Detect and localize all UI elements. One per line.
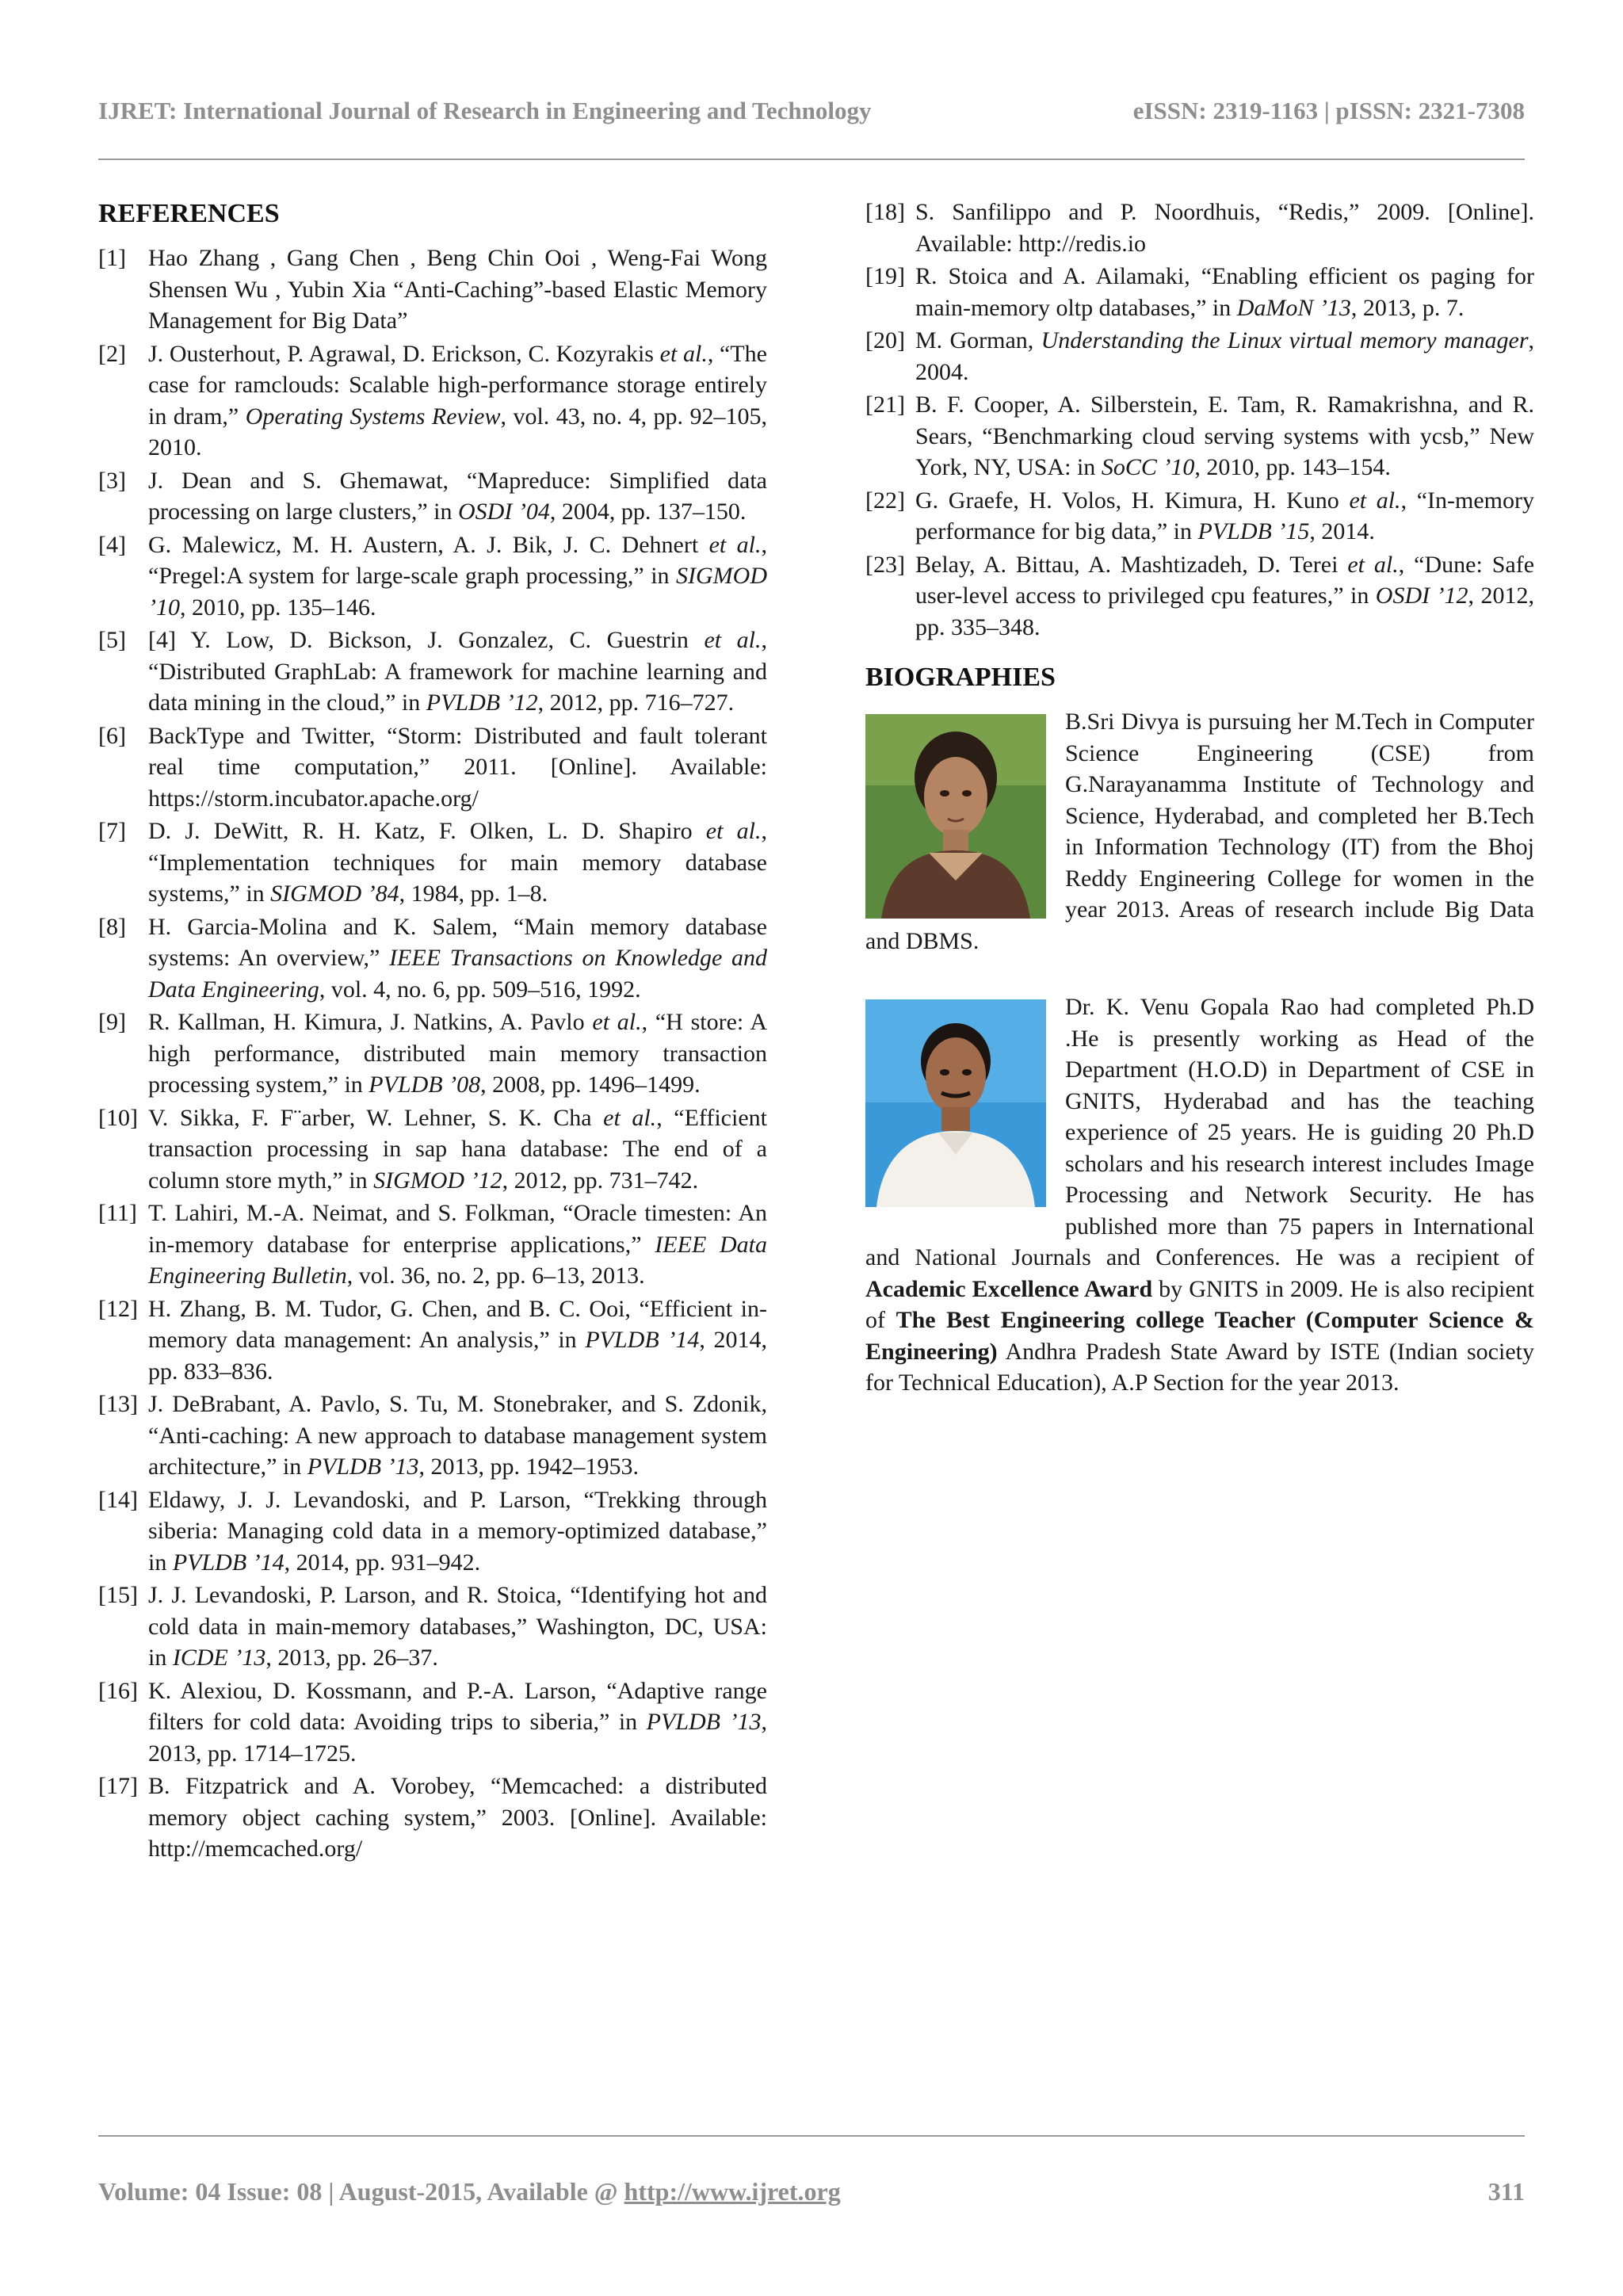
reference-text: T. Lahiri, M.-A. Neimat, and S. Folkman, “Oracle timesten: An in-memory database for enterprise applications,” IEEE Data Engineering Bulletin, vol. 36, no. 2, pp. 6–13, 2013.	[148, 1200, 767, 1289]
page-number: 311	[1487, 2177, 1525, 2206]
reference-number: [22]	[865, 487, 905, 514]
biography-entry	[865, 706, 1534, 957]
author-photo	[865, 999, 1046, 1207]
reference-text: G. Graefe, H. Volos, H. Kimura, H. Kuno et al., “In-memory performance for big data,” in PVLDB ’15, 2014.	[915, 487, 1534, 544]
reference-item	[865, 389, 1534, 483]
left-column	[98, 197, 767, 1866]
reference-item	[98, 1389, 767, 1483]
reference-text: [4] Y. Low, D. Bickson, J. Gonzalez, C. Guestrin et al., “Distributed GraphLab: A framework for machine learning and data mining in the cloud,” in PVLDB ’12, 2012, pp. 716–727.	[148, 627, 767, 716]
reference-text: H. Garcia-Molina and K. Salem, “Main memory database systems: An overview,” IEEE Transactions on Knowledge and Data Engineering, vol. 4, no. 6, pp. 509–516, 1992.	[148, 913, 767, 1003]
reference-number: [23]	[865, 551, 905, 578]
reference-item	[98, 1198, 767, 1292]
reference-item	[865, 325, 1534, 388]
reference-text: M. Gorman, Understanding the Linux virtual memory manager, 2004.	[915, 327, 1534, 385]
reference-text: G. Malewicz, M. H. Austern, A. J. Bik, J. C. Dehnert et al., “Pregel:A system for large-scale graph processing,” in SIGMOD ’10, 2010, pp. 135–146.	[148, 531, 767, 621]
reference-item	[98, 338, 767, 464]
journal-title: IJRET: International Journal of Research in Engineering and Technology	[98, 97, 872, 124]
reference-text: R. Kallman, H. Kimura, J. Natkins, A. Pavlo et al., “H store: A high performance, distributed main memory transaction processing system,” in PVLDB ’08, 2008, pp. 1496–1499.	[148, 1009, 767, 1098]
reference-item	[865, 261, 1534, 323]
reference-text: Belay, A. Bittau, A. Mashtizadeh, D. Terei et al., “Dune: Safe user-level access to privileged cpu features,” in OSDI ’12, 2012, pp. 335–348.	[915, 551, 1535, 640]
reference-item	[98, 243, 767, 337]
reference-number: [17]	[98, 1773, 138, 1799]
author-photo	[865, 714, 1046, 919]
reference-item	[98, 1771, 767, 1865]
reference-number: [14]	[98, 1486, 138, 1513]
reference-number: [18]	[865, 199, 905, 225]
biography-spacer	[865, 957, 1534, 991]
biographies-heading: BIOGRAPHIES	[865, 663, 1056, 692]
author-photo-woman	[865, 714, 1046, 919]
footer-divider	[98, 2135, 1525, 2137]
reference-item	[98, 1484, 767, 1579]
biography-text: Dr. K. Venu Gopala Rao had completed Ph.D .He is presently working as Head of the Department (H.O.D) in Department of CSE in GNITS, Hyderabad and has the teaching experience of 25 years. He is guiding 20 Ph.D scholars and his research interest includes Image Processing and Network Security. He has published more than 75 papers in International and National Journals and Conferences. He was a recipient of Academic Excellence Award by GNITS in 2009. He is also recipient of The Best Engineering college Teacher (Computer Science & Engineering) Andhra Pradesh State Award by ISTE (Indian society for Technical Education), A.P Section for the year 2013.	[865, 994, 1534, 1396]
reference-text: K. Alexiou, D. Kossmann, and P.-A. Larson, “Adaptive range filters for cold data: Avoiding trips to siberia,” in PVLDB ’13, 2013, pp. 1714–1725.	[148, 1677, 767, 1767]
reference-item	[98, 465, 767, 528]
running-footer	[98, 2177, 1525, 2206]
reference-number: [6]	[98, 722, 126, 749]
reference-number: [13]	[98, 1391, 138, 1417]
reference-text: B. Fitzpatrick and A. Vorobey, “Memcached: a distributed memory object caching system,” 2003. [Online]. Available: http://memcached.org/	[148, 1773, 767, 1862]
reference-text: Eldawy, J. J. Levandoski, and P. Larson, “Trekking through siberia: Managing cold data in a memory-optimized database,” in PVLDB ’14, 2014, pp. 931–942.	[148, 1486, 767, 1576]
reference-list-continued	[865, 197, 1534, 643]
reference-number: [3]	[98, 467, 126, 494]
reference-item	[98, 625, 767, 719]
biography-list	[865, 706, 1534, 1434]
reference-item	[98, 1580, 767, 1674]
references-heading: REFERENCES	[98, 199, 280, 228]
running-header	[98, 97, 1525, 125]
reference-text: J. Dean and S. Ghemawat, “Mapreduce: Simplified data processing on large clusters,” in OSDI ’04, 2004, pp. 137–150.	[148, 467, 767, 525]
reference-item	[98, 1007, 767, 1101]
volume-info	[98, 2177, 841, 2206]
reference-number: [21]	[865, 392, 905, 418]
reference-number: [20]	[865, 327, 905, 353]
header-divider	[98, 159, 1525, 160]
reference-text: Hao Zhang , Gang Chen , Beng Chin Ooi , Weng-Fai Wong Shensen Wu , Yubin Xia “Anti-Caching”-based Elastic Memory Management for Big Data”	[148, 245, 767, 334]
reference-text: B. F. Cooper, A. Silberstein, E. Tam, R. Ramakrishna, and R. Sears, “Benchmarking cloud serving systems with ycsb,” New York, NY, USA: in SoCC ’10, 2010, pp. 143–154.	[915, 392, 1534, 480]
volume-text: Volume: 04 Issue: 08 | August-2015, Available @	[98, 2177, 624, 2206]
reference-number: [10]	[98, 1104, 138, 1131]
reference-number: [2]	[98, 340, 126, 367]
reference-item	[98, 816, 767, 910]
reference-text: J. Ousterhout, P. Agrawal, D. Erickson, C. Kozyrakis et al., “The case for ramclouds: Scalable high-performance storage entirely in dram,” Operating Systems Review, vol. 43, no. 4, pp. 92–105, 2010.	[148, 340, 767, 460]
reference-number: [16]	[98, 1677, 138, 1704]
reference-number: [4]	[98, 531, 126, 558]
reference-item	[865, 197, 1534, 259]
reference-item	[98, 720, 767, 815]
reference-item	[98, 1293, 767, 1388]
reference-text: D. J. DeWitt, R. H. Katz, F. Olken, L. D. Shapiro et al., “Implementation techniques for main memory database systems,” in SIGMOD ’84, 1984, pp. 1–8.	[148, 818, 767, 907]
reference-item	[865, 485, 1534, 548]
reference-text: J. DeBrabant, A. Pavlo, S. Tu, M. Stonebraker, and S. Zdonik, “Anti-caching: A new approach to database management system architecture,” in PVLDB ’13, 2013, pp. 1942–1953.	[148, 1391, 767, 1480]
biography-text: B.Sri Divya is pursuing her M.Tech in Computer Science Engineering (CSE) from G.Narayanamma Institute of Technology and Science, Hyderabad, and completed her B.Tech in Information Technology (IT) from the Bhoj Reddy Engineering College for women in the year 2013. Areas of research include Big Data and DBMS.	[865, 709, 1534, 954]
reference-number: [11]	[98, 1200, 137, 1226]
reference-number: [15]	[98, 1582, 138, 1608]
reference-number: [19]	[865, 263, 905, 289]
reference-number: [1]	[98, 245, 126, 271]
biography-entry	[865, 991, 1534, 1399]
reference-text: S. Sanfilippo and P. Noordhuis, “Redis,” 2009. [Online]. Available: http://redis.io	[915, 199, 1534, 257]
reference-text: H. Zhang, B. M. Tudor, G. Chen, and B. C. Ooi, “Efficient in-memory data management: An analysis,” in PVLDB ’14, 2014, pp. 833–836.	[148, 1295, 767, 1385]
reference-number: [9]	[98, 1009, 126, 1035]
reference-item	[98, 911, 767, 1006]
journal-link[interactable]: http://www.ijret.org	[624, 2177, 841, 2206]
reference-text: BackType and Twitter, “Storm: Distributed and fault tolerant real time computation,” 2011. [Online]. Available: https://storm.incubator.apache.org/	[148, 722, 767, 812]
reference-number: [12]	[98, 1295, 138, 1322]
reference-item	[98, 1675, 767, 1770]
right-column	[865, 197, 1534, 1434]
author-photo-man	[865, 999, 1046, 1207]
reference-text: R. Stoica and A. Ailamaki, “Enabling efficient os paging for main-memory oltp databases,” in DaMoN ’13, 2013, p. 7.	[915, 263, 1534, 321]
reference-number: [5]	[98, 627, 126, 653]
reference-text: J. J. Levandoski, P. Larson, and R. Stoica, “Identifying hot and cold data in main-memory databases,” Washington, DC, USA: in ICDE ’13, 2013, pp. 26–37.	[148, 1582, 767, 1671]
reference-item	[98, 1102, 767, 1197]
reference-item	[865, 549, 1534, 644]
reference-text: V. Sikka, F. F¨arber, W. Lehner, S. K. Cha et al., “Efficient transaction processing in sap hana database: The end of a column store myth,” in SIGMOD ’12, 2012, pp. 731–742.	[148, 1104, 767, 1194]
biography-spacer	[865, 1399, 1534, 1434]
reference-number: [8]	[98, 913, 126, 940]
reference-number: [7]	[98, 818, 126, 844]
issn-line: eISSN: 2319-1163 | pISSN: 2321-7308	[1132, 97, 1525, 124]
reference-item	[98, 529, 767, 624]
reference-list	[98, 243, 767, 1865]
